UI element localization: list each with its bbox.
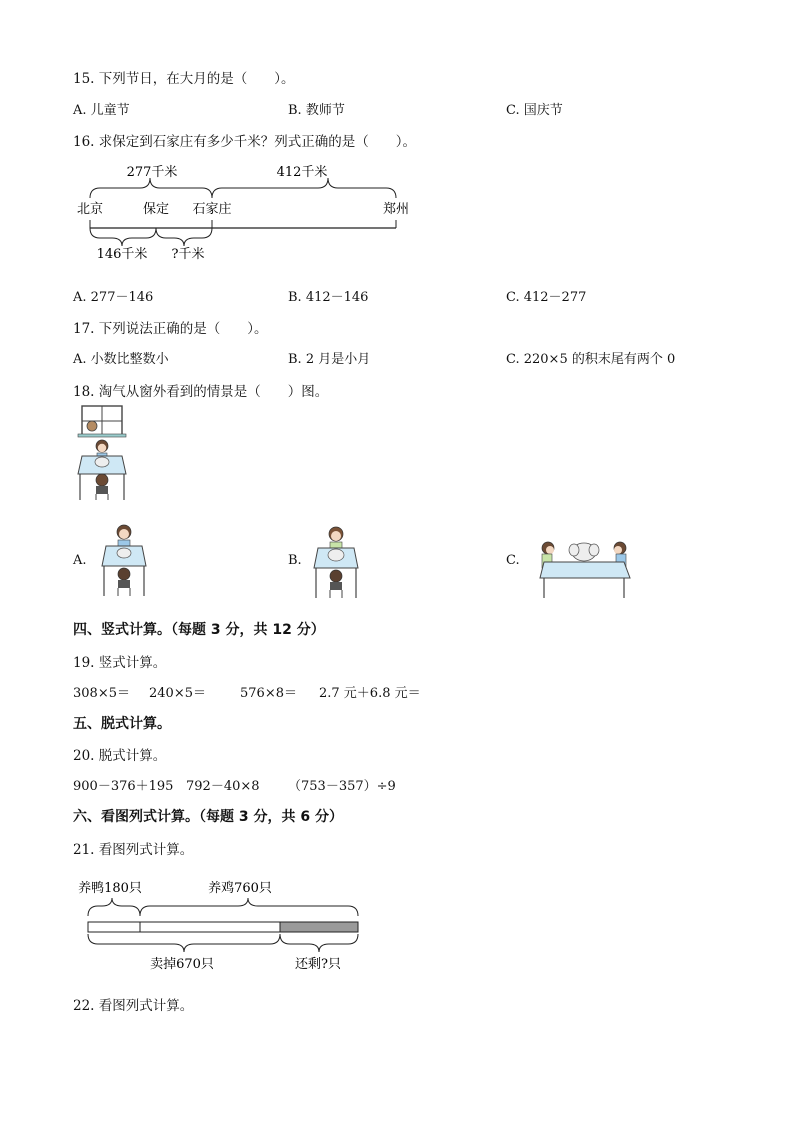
q21-bottom-left-label: 卖掉670只 [150,957,214,972]
q17-option-c[interactable]: C. 220×5 的积末尾有两个 0 [506,352,676,367]
q17-option-b[interactable]: B. 2 月是小月 [288,352,371,367]
q16-city-beijing: 北京 [76,202,104,217]
q16-option-a[interactable]: A. 277－146 [73,290,154,305]
q17-stem: 17. 下列说法正确的是（ ）。 [73,321,268,337]
q19-item-1: 308×5＝ [73,686,130,701]
q16-city-zhengzhou: 郑州 [382,202,410,217]
q16-bottom-left-label: 146千米 [96,247,148,262]
q16-option-c[interactable]: C. 412－277 [506,290,587,305]
q19-item-3: 576×8＝ [240,686,297,701]
q18-scene-illustration [76,404,128,502]
q18-option-a-illustration[interactable] [98,522,150,598]
q15-option-a[interactable]: A. 儿童节 [73,103,130,118]
q21-bar-diagram [78,872,378,984]
q18-stem: 18. 淘气从窗外看到的情景是（ ）图。 [73,384,329,400]
q20-stem: 20. 脱式计算。 [73,748,167,764]
q18-option-b-illustration[interactable] [310,524,362,600]
q18-option-c[interactable]: C. [506,553,520,568]
q21-stem: 21. 看图列式计算。 [73,842,194,858]
q21-top-right-label: 养鸡760只 [208,881,272,896]
q16-bottom-right-label: ?千米 [171,247,205,262]
q22-stem: 22. 看图列式计算。 [73,998,194,1014]
q16-distance-diagram [70,158,420,268]
section-5-title: 五、脱式计算。 [73,716,171,732]
q21-bottom-right-label: 还剩?只 [295,957,341,972]
q20-item-1: 900－376＋195 [73,779,174,794]
section-4-title: 四、竖式计算。（每题 3 分，共 12 分） [73,622,325,638]
q16-option-b[interactable]: B. 412－146 [288,290,369,305]
q16-top-right-label: 412千米 [276,165,328,180]
section-6-title: 六、看图列式计算。（每题 3 分，共 6 分） [73,809,343,825]
q16-top-left-label: 277千米 [126,165,178,180]
q18-option-b[interactable]: B. [288,553,302,568]
q15-stem: 15. 下列节日，在大月的是（ ）。 [73,71,295,87]
q16-city-baoding: 保定 [142,202,170,217]
q19-item-4: 2.7 元＋6.8 元＝ [319,686,421,701]
q16-stem: 16. 求保定到石家庄有多少千米？列式正确的是（ ）。 [73,134,417,150]
q16-city-shijiazhuang: 石家庄 [192,202,232,217]
q15-option-c[interactable]: C. 国庆节 [506,103,563,118]
q20-item-3: （753－357）÷9 [288,779,396,794]
q18-option-c-illustration[interactable] [536,532,632,600]
q18-option-a[interactable]: A. [73,553,87,568]
q19-item-2: 240×5＝ [149,686,206,701]
q19-stem: 19. 竖式计算。 [73,655,167,671]
q17-option-a[interactable]: A. 小数比整数小 [73,352,169,367]
q15-option-b[interactable]: B. 教师节 [288,103,345,118]
q21-top-left-label: 养鸭180只 [78,881,142,896]
q20-item-2: 792－40×8 [186,779,260,794]
